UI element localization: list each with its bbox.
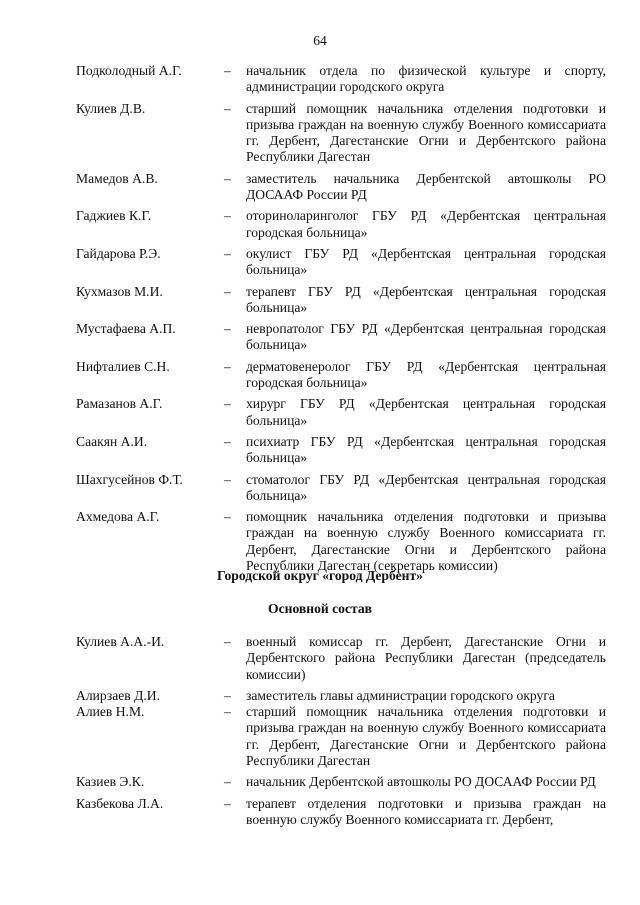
member-position: психиатр ГБУ РД «Дербентская центральная городская больница»	[246, 433, 606, 466]
member-name: Нифталиев С.Н.	[76, 358, 170, 374]
member-name: Алирзаев Д.И.	[76, 687, 160, 703]
dash-separator: –	[224, 687, 231, 703]
dash-separator: –	[224, 63, 231, 78]
main-composition-list	[76, 634, 606, 828]
dash-separator: –	[224, 170, 231, 186]
member-position: хирург ГБУ РД «Дербентская центральная городская больница»	[246, 396, 606, 428]
member-name: Казиев Э.К.	[76, 774, 145, 790]
member-list-continued	[76, 63, 606, 574]
member-position: окулист ГБУ РД «Дербентская центральная городская больница»	[246, 245, 606, 278]
list-item	[76, 359, 606, 392]
dash-separator: –	[224, 795, 231, 811]
main-composition-heading: Основной состав	[268, 601, 372, 616]
dash-separator: –	[224, 245, 231, 261]
list-item	[76, 434, 606, 467]
dash-separator: –	[224, 358, 231, 374]
dash-separator: –	[224, 774, 231, 790]
member-name: Алиев Н.М.	[76, 704, 145, 720]
list-item	[76, 284, 606, 317]
dash-separator: –	[224, 100, 231, 116]
dash-separator: –	[224, 321, 231, 337]
list-item	[76, 101, 606, 166]
member-position: военный комиссар гг. Дербент, Дагестанские Огни и Дербентского района Республики Дагестан (председатель комиссии)	[246, 634, 606, 682]
member-name: Ахмедова А.Г.	[76, 509, 160, 525]
member-position: невропатолог ГБУ РД «Дербентская центральная городская больница»	[246, 321, 606, 353]
member-name: Мустафаева А.П.	[76, 321, 176, 337]
dash-separator: –	[224, 433, 231, 449]
member-position: начальник отдела по физической культуре и спорту, администрации городского округа	[246, 63, 606, 95]
list-item	[76, 208, 606, 241]
dash-separator: –	[224, 704, 231, 720]
dash-separator: –	[224, 471, 231, 487]
list-item	[76, 796, 606, 829]
list-item	[76, 396, 606, 429]
member-position: заместитель начальника Дербентской автошколы РО ДОСААФ России РД	[246, 170, 606, 203]
member-name: Казбекова Л.А.	[76, 795, 164, 811]
district-heading: Городской округ «город Дербент»	[217, 568, 423, 583]
member-position: оториноларинголог ГБУ РД «Дербентская центральная городская больница»	[246, 208, 606, 240]
member-name: Кулиев А.А.-И.	[76, 634, 165, 649]
member-position: начальник Дербентской автошколы РО ДОСААФ России РД	[246, 774, 596, 790]
member-position: терапевт отделения подготовки и призыва граждан на военную службу Военного комиссариата гг. Дербент,	[246, 795, 606, 827]
dash-separator: –	[224, 283, 231, 299]
member-position: помощник начальника отделения подготовки и призыва граждан на военную службу Военного комиссариата гг. Дербент, Дагестанские Огни и Дербентского района Республики Дагестан (секретарь комиссии)	[246, 509, 606, 574]
list-item	[76, 774, 606, 790]
list-item	[76, 321, 606, 354]
list-item	[76, 63, 606, 96]
page-number: 64	[313, 33, 327, 48]
dash-separator: –	[224, 509, 231, 525]
list-item	[76, 634, 606, 683]
member-position: стоматолог ГБУ РД «Дербентская центральная городская больница»	[246, 471, 606, 503]
member-name: Кухмазов М.И.	[76, 283, 163, 299]
dash-separator: –	[224, 396, 231, 412]
member-position: заместитель главы администрации городского округа	[246, 687, 555, 703]
member-position: старший помощник начальника отделения подготовки и призыва граждан на военную службу Военного комиссариата гг. Дербент, Дагестанские Огни и Дербентского района Республики Дагестан	[246, 100, 606, 165]
dash-separator: –	[224, 634, 231, 649]
member-name: Рамазанов А.Г.	[76, 396, 163, 412]
list-item	[76, 688, 606, 704]
member-position: старший помощник начальника отделения подготовки и призыва граждан на военную службу Военного комиссариата гг. Дербент, Дагестанские Огни и Дербентского района Республики Дагестан	[246, 704, 606, 769]
member-name: Гайдарова Р.Э.	[76, 245, 161, 261]
member-name: Гаджиев К.Г.	[76, 208, 152, 224]
list-item	[76, 246, 606, 279]
list-item	[76, 171, 606, 204]
member-name: Подколодный А.Г.	[76, 63, 182, 78]
list-item	[76, 509, 606, 574]
member-position: терапевт ГБУ РД «Дербентская центральная городская больница»	[246, 283, 606, 315]
member-name: Саакян А.И.	[76, 433, 148, 449]
member-name: Шахгусейнов Ф.Т.	[76, 471, 183, 487]
member-name: Кулиев Д.В.	[76, 100, 146, 116]
member-name: Мамедов А.В.	[76, 170, 158, 186]
dash-separator: –	[224, 208, 231, 224]
list-item	[76, 704, 606, 769]
list-item	[76, 472, 606, 505]
member-position: дерматовенеролог ГБУ РД «Дербентская центральная городская больница»	[246, 358, 606, 391]
